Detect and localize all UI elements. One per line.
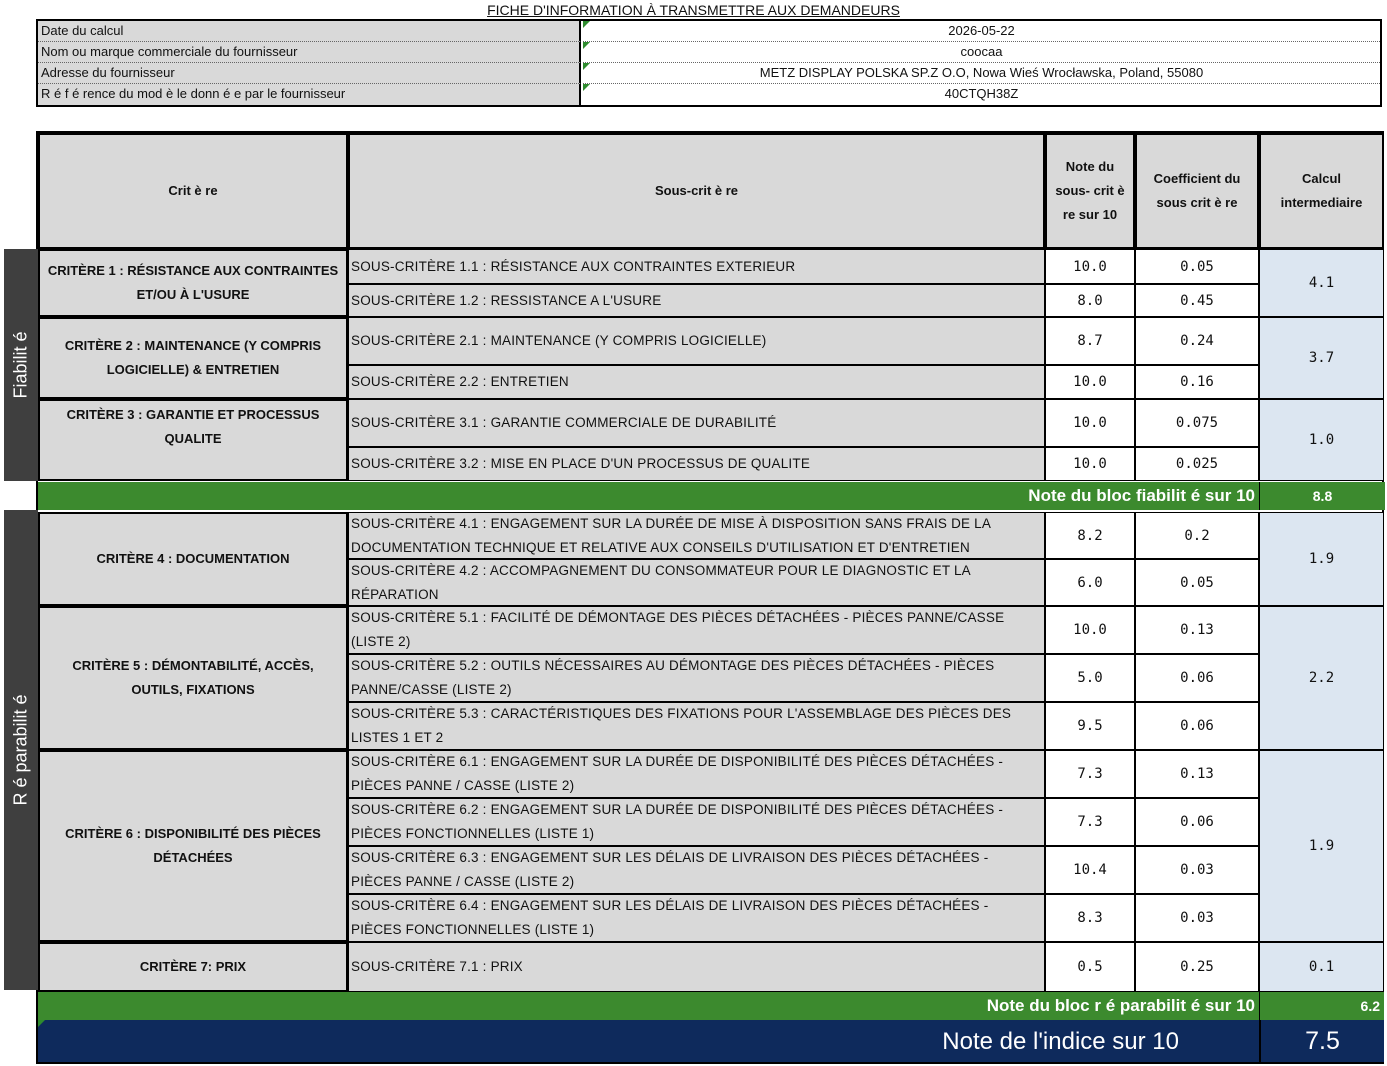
criterion-5: CRITÈRE 5 : DÉMONTABILITÉ, ACCÈS, OUTILS, FIXATIONS <box>38 606 348 750</box>
criterion-2: CRITÈRE 2 : MAINTENANCE (Y COMPRIS LOGICIELLE) & ENTRETIEN <box>38 317 348 399</box>
header-sous-critere: Sous-crit è re <box>348 133 1045 249</box>
criterion-3: CRITÈRE 3 : GARANTIE ET PROCESSUS QUALITE <box>38 399 348 481</box>
note-5-1: 10.0 <box>1045 606 1135 654</box>
sub-criterion-5-2: SOUS-CRITÈRE 5.2 : OUTILS NÉCESSAIRES AU DÉMONTAGE DES PIÈCES DÉTACHÉES - PIÈCES PANNE/CASSE (LISTE 2) <box>348 654 1045 702</box>
sub-criterion-6-3: SOUS-CRITÈRE 6.3 : ENGAGEMENT SUR LES DÉLAIS DE LIVRAISON DES PIÈCES DÉTACHÉES - PIÈCES PANNE / CASSE (LISTE 2) <box>348 846 1045 894</box>
note-1-2: 8.0 <box>1045 284 1135 317</box>
note-6-2: 7.3 <box>1045 798 1135 846</box>
calc-1: 4.1 <box>1259 249 1384 317</box>
note-2-2: 10.0 <box>1045 365 1135 399</box>
info-label: Adresse du fournisseur <box>38 63 581 84</box>
header-critere: Crit è re <box>38 133 348 249</box>
criterion-4: CRITÈRE 4 : DOCUMENTATION <box>38 512 348 606</box>
sub-criterion-6-2: SOUS-CRITÈRE 6.2 : ENGAGEMENT SUR LA DURÉE DE DISPONIBILITÉ DES PIÈCES DÉTACHÉES - PIÈCES FONCTIONNELLES (LISTE 1) <box>348 798 1045 846</box>
coef-3-2: 0.025 <box>1135 447 1259 481</box>
info-label: Date du calcul <box>38 21 581 42</box>
calc-5: 2.2 <box>1259 606 1384 750</box>
sub-criterion-2-2: SOUS-CRITÈRE 2.2 : ENTRETIEN <box>348 365 1045 399</box>
coef-6-3: 0.03 <box>1135 846 1259 894</box>
indice-total-label: Note de l'indice sur 10 <box>942 1028 1179 1055</box>
info-value[interactable]: 40CTQH38Z <box>944 86 1019 101</box>
info-row-address <box>38 63 1380 84</box>
header-note: Note du sous- crit è re sur 10 <box>1045 133 1135 249</box>
info-row-date <box>38 21 1380 42</box>
reparabilite-total-label: Note du bloc r é parabilit é sur 10 <box>986 996 1255 1015</box>
calc-6: 1.9 <box>1259 750 1384 942</box>
sub-criterion-7-1: SOUS-CRITÈRE 7.1 : PRIX <box>348 942 1045 992</box>
sub-criterion-3-1: SOUS-CRITÈRE 3.1 : GARANTIE COMMERCIALE DE DURABILITÉ <box>348 399 1045 447</box>
sub-criterion-5-3: SOUS-CRITÈRE 5.3 : CARACTÉRISTIQUES DES FIXATIONS POUR L'ASSEMBLAGE DES PIÈCES DES LISTES 1 ET 2 <box>348 702 1045 750</box>
calc-3: 1.0 <box>1259 399 1384 481</box>
coef-2-1: 0.24 <box>1135 317 1259 365</box>
calc-4: 1.9 <box>1259 512 1384 606</box>
supplier-info-box <box>36 19 1382 107</box>
coef-6-1: 0.13 <box>1135 750 1259 798</box>
info-value[interactable]: 2026-05-22 <box>583 21 1380 42</box>
note-2-1: 8.7 <box>1045 317 1135 365</box>
note-6-3: 10.4 <box>1045 846 1135 894</box>
sub-criterion-2-1: SOUS-CRITÈRE 2.1 : MAINTENANCE (Y COMPRIS LOGICIELLE) <box>348 317 1045 365</box>
calc-7: 0.1 <box>1259 942 1384 992</box>
cell-marker-icon <box>583 63 590 70</box>
cell-marker-icon <box>38 1020 45 1027</box>
note-5-2: 5.0 <box>1045 654 1135 702</box>
info-row-brand <box>38 42 1380 63</box>
note-4-2: 6.0 <box>1045 559 1135 606</box>
sub-criterion-3-2: SOUS-CRITÈRE 3.2 : MISE EN PLACE D'UN PROCESSUS DE QUALITE <box>348 447 1045 481</box>
info-label: R é f é rence du mod è le donn é e par le fournisseur <box>38 84 581 105</box>
note-6-1: 7.3 <box>1045 750 1135 798</box>
indice-total-value: 7.5 <box>1259 1020 1384 1062</box>
fiabilite-total-label: Note du bloc fiabilit é sur 10 <box>1028 486 1255 505</box>
page-title: FICHE D'INFORMATION À TRANSMETTRE AUX DEMANDEURS <box>487 2 900 18</box>
note-4-1: 8.2 <box>1045 512 1135 559</box>
cell-marker-icon <box>583 84 590 91</box>
cell-marker-icon <box>583 21 590 28</box>
header-coefficient: Coefficient du sous crit è re <box>1135 133 1259 249</box>
info-row-model <box>38 84 1380 105</box>
sub-criterion-4-2: SOUS-CRITÈRE 4.2 : ACCOMPAGNEMENT DU CONSOMMATEUR POUR LE DIAGNOSTIC ET LA RÉPARATION <box>348 559 1045 606</box>
coef-4-1: 0.2 <box>1135 512 1259 559</box>
coef-5-1: 0.13 <box>1135 606 1259 654</box>
note-3-1: 10.0 <box>1045 399 1135 447</box>
criterion-6: CRITÈRE 6 : DISPONIBILITÉ DES PIÈCES DÉTACHÉES <box>38 750 348 942</box>
block-fiabilite-label: Fiabilit é <box>10 331 31 399</box>
coef-6-4: 0.03 <box>1135 894 1259 942</box>
note-7-1: 0.5 <box>1045 942 1135 992</box>
coef-4-2: 0.05 <box>1135 559 1259 606</box>
sub-criterion-1-2: SOUS-CRITÈRE 1.2 : RESSISTANCE A L'USURE <box>348 284 1045 317</box>
indice-total-bar <box>38 1020 1259 1062</box>
note-5-3: 9.5 <box>1045 702 1135 750</box>
note-3-2: 10.0 <box>1045 447 1135 481</box>
coef-7-1: 0.25 <box>1135 942 1259 992</box>
reparabilite-total-bar <box>38 992 1259 1020</box>
block-reparabilite-band <box>4 510 38 990</box>
coef-3-1: 0.075 <box>1135 399 1259 447</box>
sub-criterion-6-4: SOUS-CRITÈRE 6.4 : ENGAGEMENT SUR LES DÉLAIS DE LIVRAISON DES PIÈCES DÉTACHÉES - PIÈCES FONCTIONNELLES (LISTE 1) <box>348 894 1045 942</box>
info-value[interactable]: coocaa <box>583 42 1380 63</box>
reparabilite-total-value: 6.2 <box>1259 992 1384 1020</box>
block-reparabilite-label: R é parabilit é <box>10 694 31 806</box>
criterion-7: CRITÈRE 7: PRIX <box>38 942 348 992</box>
coef-2-2: 0.16 <box>1135 365 1259 399</box>
coef-1-1: 0.05 <box>1135 249 1259 284</box>
info-label: Nom ou marque commerciale du fournisseur <box>38 42 581 63</box>
cell-marker-icon <box>583 42 590 49</box>
info-value[interactable]: METZ DISPLAY POLSKA SP.Z O.O, Nowa Wieś Wrocławska, Poland, 55080 <box>583 63 1380 84</box>
note-6-4: 8.3 <box>1045 894 1135 942</box>
coef-5-3: 0.06 <box>1135 702 1259 750</box>
note-1-1: 10.0 <box>1045 249 1135 284</box>
sub-criterion-4-1: SOUS-CRITÈRE 4.1 : ENGAGEMENT SUR LA DURÉE DE MISE À DISPOSITION SANS FRAIS DE LA DOCUMENTATION TECHNIQUE ET RELATIVE AUX CONSEILS D'UTILISATION ET D'ENTRETIEN <box>348 512 1045 559</box>
sub-criterion-6-1: SOUS-CRITÈRE 6.1 : ENGAGEMENT SUR LA DURÉE DE DISPONIBILITÉ DES PIÈCES DÉTACHÉES - PIÈCES PANNE / CASSE (LISTE 2) <box>348 750 1045 798</box>
criterion-1: CRITÈRE 1 : RÉSISTANCE AUX CONTRAINTES ET/OU À L'USURE <box>38 249 348 317</box>
coef-1-2: 0.45 <box>1135 284 1259 317</box>
fiabilite-total-value: 8.8 <box>1259 482 1385 510</box>
coef-6-2: 0.06 <box>1135 798 1259 846</box>
sub-criterion-5-1: SOUS-CRITÈRE 5.1 : FACILITÉ DE DÉMONTAGE DES PIÈCES DÉTACHÉES - PIÈCES PANNE/CASSE (LISTE 2) <box>348 606 1045 654</box>
header-calcul: Calcul intermediaire <box>1259 133 1384 249</box>
fiabilite-total-bar <box>38 482 1259 510</box>
coef-5-2: 0.06 <box>1135 654 1259 702</box>
calc-2: 3.7 <box>1259 317 1384 399</box>
sub-criterion-1-1: SOUS-CRITÈRE 1.1 : RÉSISTANCE AUX CONTRAINTES EXTERIEUR <box>348 249 1045 284</box>
block-fiabilite-band <box>4 249 38 481</box>
